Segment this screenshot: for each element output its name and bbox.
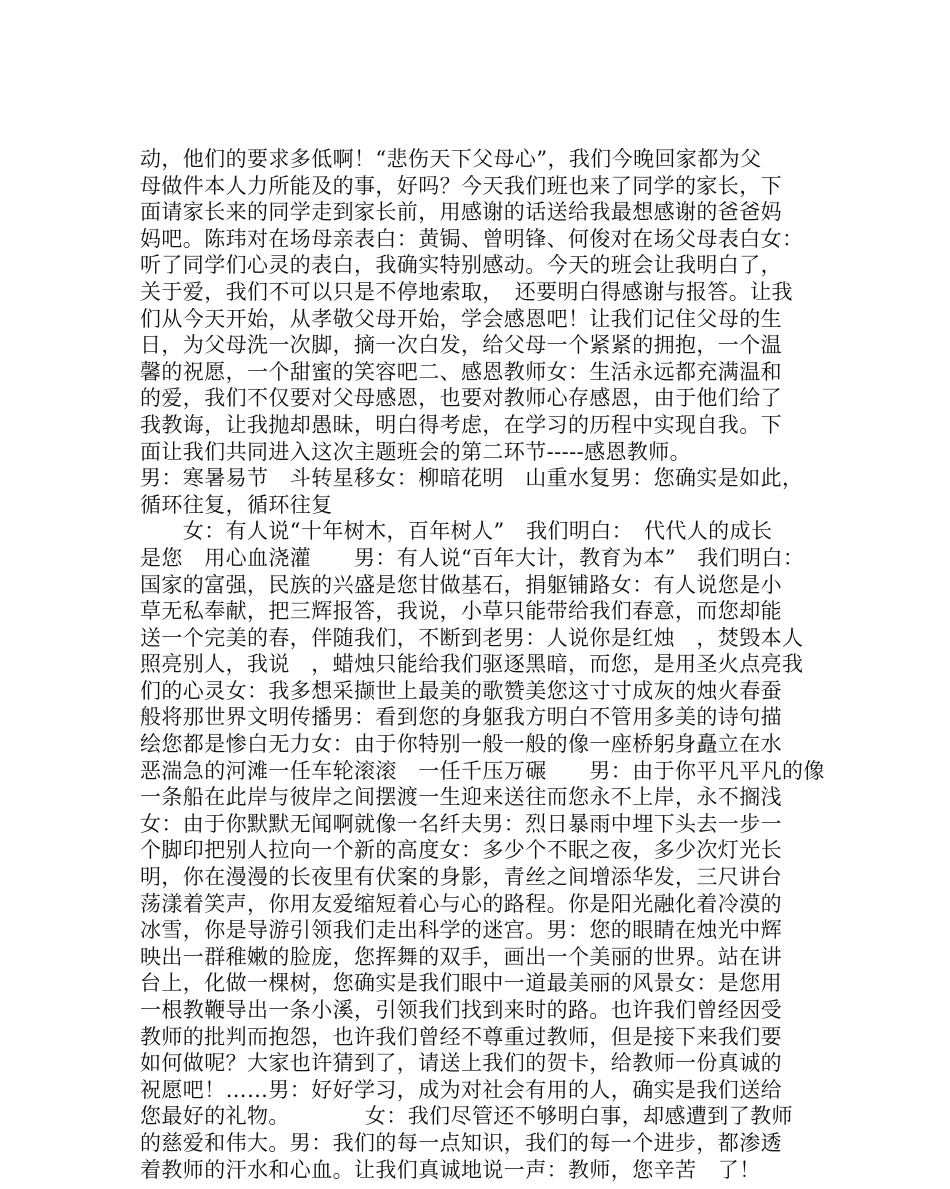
text-line: 女：由于你默默无闻啊就像一名纤夫男：烈日暴雨中埋下头去一步一 <box>140 811 782 836</box>
text-line: 们的心灵女：我多想采撷世上最美的歌赞美您这寸寸成灰的烛火春蚕 <box>140 678 782 703</box>
text-line: 一条船在此岸与彼岸之间摆渡一生迎来送往而您永不上岸，永不搁浅 <box>140 785 782 810</box>
text-line: 绘您都是惨白无力女：由于你特别一般一般的像一座桥躬身矗立在水 <box>140 732 782 757</box>
text-line: 面让我们共同进入这次主题班会的第二环节-----感恩教师。 <box>140 439 692 464</box>
text-line: 的慈爱和伟大。男：我们的每一点知识，我们的每一个进步，都渗透 <box>140 1130 782 1155</box>
text-line: 的爱，我们不仅要对父母感恩，也要对教师心存感恩，由于他们给了 <box>140 386 782 411</box>
text-line: 女：有人说“十年树木，百年树人” 我们明白： 代代人的成长 <box>140 519 773 544</box>
text-line: 是您 用心血浇灌 男：有人说“百年大计，教育为本” 我们明白： <box>140 545 805 570</box>
text-line: 馨的祝愿，一个甜蜜的笑容吧二、感恩教师女：生活永远都充满温和 <box>140 359 782 384</box>
text-line: 妈吧。陈玮对在场母亲表白：黄锔、曾明锋、何俊对在场父母表白女： <box>140 226 804 251</box>
text-line: 恶湍急的河滩一任车轮滚滚 一任千压万碾 男：由于你平凡平凡的像 <box>140 758 825 783</box>
text-line: 动，他们的要求多低啊！“悲伤天下父母心”，我们今晚回家都为父 <box>140 147 762 171</box>
text-line: 循环往复，循环往复 <box>140 492 333 517</box>
text-line: 如何做呢？大家也许猜到了，请送上我们的贺卡，给教师一份真诚的 <box>140 1051 782 1076</box>
body-text <box>140 146 840 1183</box>
text-line: 一根教鞭导出一条小溪，引领我们找到来时的路。也许我们曾经因受 <box>140 998 782 1022</box>
text-line: 我教诲，让我抛却愚昧，明白得考虑，在学习的历程中实现自我。下 <box>140 412 782 437</box>
text-line: 照亮别人，我说 ，蜡烛只能给我们驱逐黑暗，而您，是用圣火点亮我 <box>140 652 804 677</box>
text-line: 男：寒暑易节 斗转星移女：柳暗花明 山重水复男：您确实是如此， <box>140 466 804 491</box>
text-line: 您最好的礼物。 女：我们尽管还不够明白事，却感遭到了教师 <box>140 1104 793 1129</box>
text-line: 着教师的汗水和心血。让我们真诚地说一声：教师，您辛苦 了！ <box>140 1157 761 1182</box>
text-line: 祝愿吧！……男：好好学习，成为对社会有用的人，确实是我们送给 <box>140 1077 782 1102</box>
text-line: 映出一群稚嫩的脸庞，您挥舞的双手，画出一个美丽的世界。站在讲 <box>140 944 782 969</box>
text-line: 荡漾着笑声，你用友爱缩短着心与心的路程。你是阳光融化着冷漠的 <box>140 891 782 916</box>
text-line: 面请家长来的同学走到家长前，用感谢的话送给我最想感谢的爸爸妈 <box>140 200 782 225</box>
text-line: 明，你在漫漫的长夜里有伏案的身影，青丝之间增添华发，三尺讲台 <box>140 865 782 890</box>
text-line: 国家的富强，民族的兴盛是您甘做基石，捐躯铺路女：有人说您是小 <box>140 572 782 597</box>
text-line: 冰雪，你是导游引领我们走出科学的迷宫。男：您的眼睛在烛光中辉 <box>140 918 782 943</box>
text-line: 草无私奉献，把三辉报答，我说，小草只能带给我们春意，而您却能 <box>140 599 782 624</box>
text-line: 听了同学们心灵的表白，我确实特别感动。今天的班会让我明白了， <box>140 253 782 278</box>
text-line: 教师的批判而抱怨，也许我们曾经不尊重过教师，但是接下来我们要 <box>140 1024 782 1049</box>
text-line: 般将那世界文明传播男：看到您的身躯我方明白不管用多美的诗句描 <box>140 705 782 730</box>
text-line: 送一个完美的春，伴随我们，不断到老男：人说你是红烛 ，焚毁本人 <box>140 625 804 650</box>
text-line: 母做件本人力所能及的事，好吗？今天我们班也来了同学的家长，下 <box>140 173 782 198</box>
text-line: 台上，化做一棵树，您确实是我们眼中一道最美丽的风景女：是您用 <box>140 971 782 996</box>
text-line: 个脚印把别人拉向一个新的高度女：多少个不眠之夜，多少次灯光长 <box>140 838 782 863</box>
text-line: 们从今天开始，从孝敬父母开始，学会感恩吧！让我们记住父母的生 <box>140 306 782 331</box>
text-line: 日，为父母洗一次脚，摘一次白发，给父母一个紧紧的拥抱，一个温 <box>140 333 782 358</box>
text-line: 关于爱，我们不可以只是不停地索取， 还要明白得感谢与报答。让我 <box>140 279 793 304</box>
